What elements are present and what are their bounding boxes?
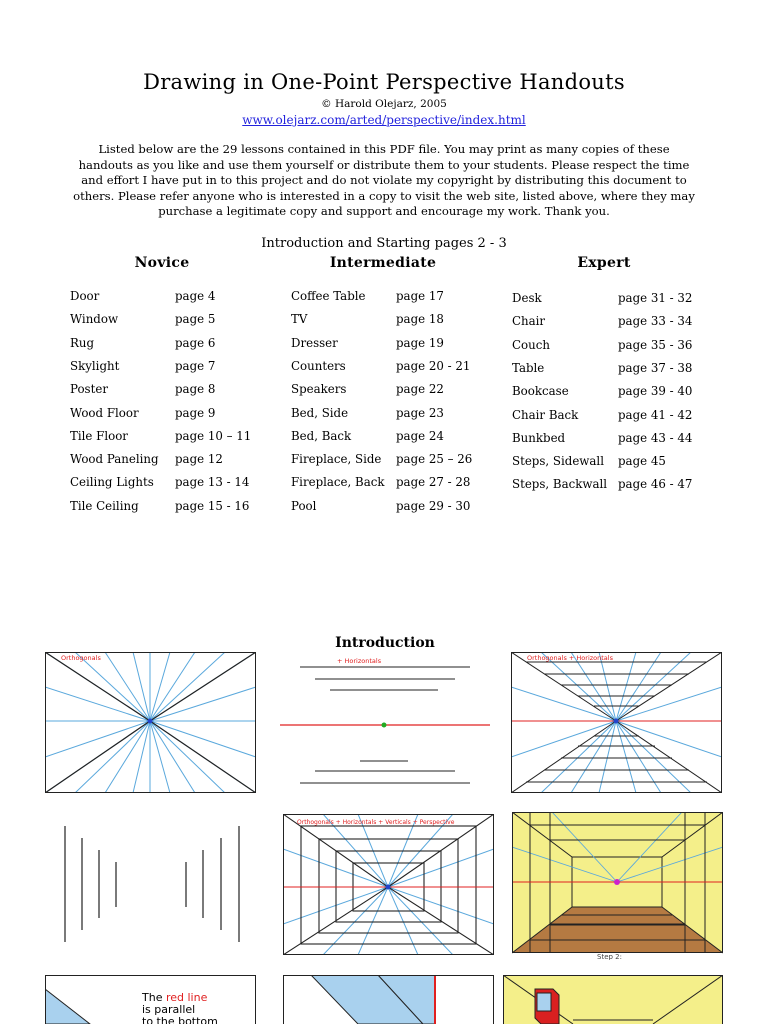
lesson-row xyxy=(291,336,491,354)
lesson-pages: page 33 - 34 xyxy=(618,314,693,329)
lesson-pages: page 45 xyxy=(618,454,666,469)
lesson-pages: page 5 xyxy=(175,312,216,327)
lesson-pages: page 24 xyxy=(396,428,444,443)
lesson-pages: page 39 - 40 xyxy=(618,384,693,399)
lesson-pages: page 18 xyxy=(396,312,444,327)
note-prefix: The xyxy=(142,991,166,1004)
panel-label-full: Orthogonals + Horizontals + Verticals + Perspective xyxy=(297,819,455,826)
copyright-notice: © Harold Olejarz, 2005 xyxy=(321,98,447,110)
lesson-row xyxy=(70,452,270,470)
lesson-pages: page 37 - 38 xyxy=(618,360,693,375)
panel-blue-shape xyxy=(283,975,494,1024)
lesson-name: Tile Ceiling xyxy=(70,498,139,513)
lesson-row xyxy=(70,289,270,307)
lesson-name: Bunkbed xyxy=(512,430,566,445)
lesson-row xyxy=(70,382,270,400)
lesson-row xyxy=(291,475,491,493)
lesson-name: Chair xyxy=(512,314,546,329)
lesson-name: Coffee Table xyxy=(291,289,366,303)
lesson-name: Window xyxy=(70,312,119,327)
lesson-row xyxy=(512,384,712,402)
lesson-name: Speakers xyxy=(291,382,347,397)
lesson-pages: page 10 – 11 xyxy=(175,428,252,443)
note-line-3: to the bottom xyxy=(142,1015,218,1024)
lesson-pages: page 19 xyxy=(396,335,444,350)
lesson-pages: page 6 xyxy=(175,335,216,350)
note-line-2: is parallel xyxy=(142,1003,196,1016)
lesson-pages: page 9 xyxy=(175,405,216,420)
lesson-pages: page 7 xyxy=(175,358,216,373)
lesson-row xyxy=(512,431,712,449)
note-red-line: red line xyxy=(165,991,208,1004)
lesson-name: Door xyxy=(70,289,100,303)
lesson-row xyxy=(70,359,270,377)
lesson-row xyxy=(291,429,491,447)
lesson-name: Table xyxy=(512,360,545,375)
lesson-pages: page 17 xyxy=(396,289,444,303)
lesson-row xyxy=(291,406,491,424)
lesson-row xyxy=(512,477,712,495)
lesson-row xyxy=(512,338,712,356)
website-link[interactable]: www.olejarz.com/arted/perspective/index.html xyxy=(242,113,526,127)
lesson-row xyxy=(291,382,491,400)
lesson-name: Steps, Sidewall xyxy=(512,454,604,469)
lesson-pages: page 20 - 21 xyxy=(396,358,471,373)
lesson-name: Ceiling Lights xyxy=(70,475,154,490)
lesson-name: Fireplace, Side xyxy=(291,452,382,467)
lesson-name: Bed, Back xyxy=(291,428,352,443)
lesson-name: Chair Back xyxy=(512,407,579,422)
lesson-pages: page 12 xyxy=(175,452,223,467)
lesson-name: Desk xyxy=(512,291,542,305)
panel-parallel-note xyxy=(45,975,256,1024)
lesson-row xyxy=(70,475,270,493)
panel-orthogonals xyxy=(45,652,256,793)
lesson-name: Steps, Backwall xyxy=(512,477,608,492)
lesson-row xyxy=(70,406,270,424)
panel-horizontals xyxy=(280,652,490,793)
lesson-name: Dresser xyxy=(291,335,338,350)
lesson-row xyxy=(70,499,270,517)
lesson-row xyxy=(512,408,712,426)
lesson-name: Poster xyxy=(70,382,108,397)
lesson-row xyxy=(291,359,491,377)
lesson-pages: page 29 - 30 xyxy=(396,498,471,513)
lesson-pages: page 35 - 36 xyxy=(618,337,693,352)
lesson-name: TV xyxy=(291,312,308,327)
lesson-name: Pool xyxy=(291,498,317,513)
lesson-name: Fireplace, Back xyxy=(291,475,385,490)
lesson-row xyxy=(291,452,491,470)
panel-step-label: Step 2: xyxy=(597,953,622,960)
lesson-name: Bookcase xyxy=(512,384,569,399)
lesson-row xyxy=(291,289,491,307)
page-title: Drawing in One-Point Perspective Handouts xyxy=(143,70,625,94)
panel-label-orth-horiz: Orthogonals + Horizontals xyxy=(527,654,613,662)
lesson-row xyxy=(70,312,270,330)
lesson-pages: page 46 - 47 xyxy=(618,477,693,492)
lesson-name: Counters xyxy=(291,358,346,373)
lesson-pages: page 13 - 14 xyxy=(175,475,250,490)
lesson-pages: page 41 - 42 xyxy=(618,407,693,422)
lesson-name: Tile Floor xyxy=(70,428,128,443)
lesson-pages: page 4 xyxy=(175,289,216,303)
lesson-pages: page 22 xyxy=(396,382,444,397)
lesson-pages: page 27 - 28 xyxy=(396,475,471,490)
lesson-pages: page 43 - 44 xyxy=(618,430,693,445)
lesson-row xyxy=(512,454,712,472)
column-heading-intermediate: Intermediate xyxy=(329,255,437,271)
column-heading-novice: Novice xyxy=(134,255,190,271)
lesson-name: Bed, Side xyxy=(291,405,349,420)
lesson-name: Couch xyxy=(512,337,550,352)
lesson-name: Wood Paneling xyxy=(70,452,159,467)
intro-paragraph: Listed below are the 29 lessons contained in this PDF file. You may print as many copies of these handouts as you like and use them yourself or distribute them to your students. Please respect the time and effort I have put in to this project and do not violate my copyright by distributing this document to others. Please refer anyone who is interested in a copy to visit the web site, listed above, where they may purchase a legitimate copy and support and encourage my work. Thank you. xyxy=(73,142,695,219)
panel-heading-introduction: Introduction xyxy=(335,635,435,651)
lesson-row xyxy=(512,291,712,309)
intro-pages-line: Introduction and Starting pages 2 - 3 xyxy=(261,236,507,251)
lesson-row xyxy=(512,361,712,379)
lesson-pages: page 15 - 16 xyxy=(175,498,250,513)
lesson-row xyxy=(291,312,491,330)
lesson-row xyxy=(512,314,712,332)
lesson-name: Rug xyxy=(70,335,95,350)
panel-orthogonals-horizontals xyxy=(511,652,722,793)
column-heading-expert: Expert xyxy=(577,255,631,271)
lesson-row xyxy=(291,499,491,517)
lesson-pages: page 23 xyxy=(396,405,444,420)
panel-label-orthogonals: Orthogonals xyxy=(61,654,101,662)
panel-verticals xyxy=(45,814,256,955)
panel-label-horizontals: + Horizontals xyxy=(337,657,382,665)
panel-colored-room xyxy=(512,812,723,960)
panel-full-construction xyxy=(283,814,494,955)
lesson-name: Wood Floor xyxy=(70,405,139,420)
lesson-pages: page 8 xyxy=(175,382,216,397)
lesson-pages: page 25 – 26 xyxy=(396,452,473,467)
lesson-pages: page 31 - 32 xyxy=(618,291,693,305)
lesson-row xyxy=(70,429,270,447)
lesson-row xyxy=(70,336,270,354)
lesson-name: Skylight xyxy=(70,358,120,373)
panel-room-cube xyxy=(503,975,723,1024)
